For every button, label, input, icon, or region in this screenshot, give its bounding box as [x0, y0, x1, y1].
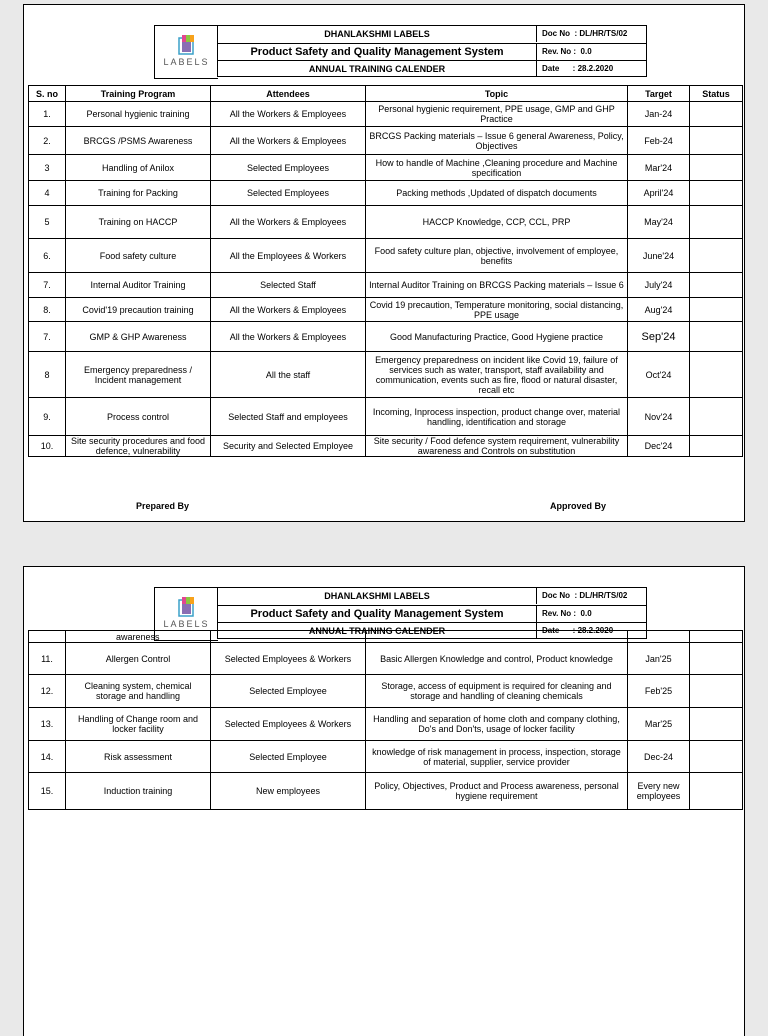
cell-topic: Internal Auditor Training on BRCGS Packing materials – Issue 6 [366, 273, 628, 298]
col-header-sno: S. no [29, 86, 66, 102]
cell-sno: 12. [29, 675, 66, 708]
table-row [29, 643, 743, 675]
cell-status [690, 127, 743, 155]
cell-topic: Good Manufacturing Practice, Good Hygiene practice [366, 322, 628, 352]
logo-text: LABELS [163, 57, 210, 67]
cell-target: Oct'24 [628, 352, 690, 398]
table-header-row [29, 86, 743, 102]
cell-status [690, 155, 743, 181]
table-row [29, 127, 743, 155]
cell-topic: Basic Allergen Knowledge and control, Product knowledge [366, 643, 628, 675]
cell-attendees: Selected Staff [211, 273, 366, 298]
cell-target: Feb-24 [628, 127, 690, 155]
cell-program: Risk assessment [66, 741, 211, 773]
document-date: Date : 28.2.2020 [542, 64, 614, 73]
cell-program: Handling of Change room and locker facility [66, 708, 211, 741]
cell-attendees: Selected Employee [211, 675, 366, 708]
cell-target: Dec'24 [628, 436, 690, 457]
cell-status [690, 352, 743, 398]
cell-target: Every new employees [628, 773, 690, 810]
doc-number: Doc No : DL/HR/TS/02 [542, 591, 628, 600]
col-header-status: Status [690, 86, 743, 102]
cell-target: Dec-24 [628, 741, 690, 773]
cell-status [690, 436, 743, 457]
cell-attendees: All the Workers & Employees [211, 322, 366, 352]
cell-program: BRCGS /PSMS Awareness [66, 127, 211, 155]
cell-attendees: Selected Employees & Workers [211, 708, 366, 741]
cell-topic: Incoming, Inprocess inspection, product change over, material handling, identification and storage [366, 398, 628, 436]
cell-status [690, 298, 743, 322]
table-row [29, 708, 743, 741]
cell-attendees: All the staff [211, 352, 366, 398]
table-row [29, 273, 743, 298]
table-row [29, 436, 743, 457]
cell-topic: Personal hygienic requirement, PPE usage, GMP and GHP Practice [366, 102, 628, 127]
cell-target: Aug'24 [628, 298, 690, 322]
labels-logo-icon [177, 595, 197, 619]
company-name: DHANLAKSHMI LABELS [218, 588, 537, 604]
continuation-row [29, 631, 743, 643]
document-title: ANNUAL TRAINING CALENDER [218, 61, 537, 77]
cell-sno: 13. [29, 708, 66, 741]
cell-sno: 3 [29, 155, 66, 181]
cell-program: Training for Packing [66, 181, 211, 206]
cell-program: Site security procedures and food defence, vulnerability [66, 436, 211, 457]
cell-status [690, 181, 743, 206]
document-title: ANNUAL TRAINING CALENDER [218, 623, 537, 639]
approved-by-label: Approved By [550, 501, 607, 511]
cell-status [690, 643, 743, 675]
cell-topic: HACCP Knowledge, CCP, CCL, PRP [366, 206, 628, 239]
prepared-by-label: Prepared By [136, 501, 190, 511]
training-table-page-2 [28, 630, 743, 810]
cell-status [690, 675, 743, 708]
cell-topic: Food safety culture plan, objective, involvement of employee, benefits [366, 239, 628, 273]
table-row [29, 398, 743, 436]
document-page-1 [23, 4, 745, 522]
table-row [29, 675, 743, 708]
cell-topic: knowledge of risk management in process, inspection, storage of material, supplier, service provider [366, 741, 628, 773]
cell-program: Cleaning system, chemical storage and handling [66, 675, 211, 708]
cell-attendees: Selected Employees & Workers [211, 643, 366, 675]
cell-sno: 5 [29, 206, 66, 239]
cell-sno: 2. [29, 127, 66, 155]
cell-sno: 6. [29, 239, 66, 273]
revision-number: Rev. No : 0.0 [542, 609, 592, 618]
cell-topic: Handling and separation of home cloth and company clothing, Do's and Don'ts, usage of locker facility [366, 708, 628, 741]
cell-program: Food safety culture [66, 239, 211, 273]
cell-topic: How to handle of Machine ,Cleaning procedure and Machine specification [366, 155, 628, 181]
cell-attendees: Selected Staff and employees [211, 398, 366, 436]
col-header-topic: Topic [366, 86, 628, 102]
training-table-page-1 [28, 85, 743, 457]
cell-status [690, 102, 743, 127]
col-header-target: Target [628, 86, 690, 102]
cell-topic: Packing methods ,Updated of dispatch documents [366, 181, 628, 206]
cell-target: Jan'25 [628, 643, 690, 675]
cell-target: Sep'24 [628, 322, 690, 352]
labels-logo-icon [177, 33, 197, 57]
cell-status [690, 741, 743, 773]
system-title: Product Safety and Quality Management System [218, 606, 537, 622]
cell-sno: 7. [29, 273, 66, 298]
table-row [29, 352, 743, 398]
cell-target: June'24 [628, 239, 690, 273]
company-name: DHANLAKSHMI LABELS [218, 26, 537, 42]
cell-program: Training on HACCP [66, 206, 211, 239]
cell-program: GMP & GHP Awareness [66, 322, 211, 352]
cell-status [690, 398, 743, 436]
cell-topic: Policy, Objectives, Product and Process awareness, personal hygiene requirement [366, 773, 628, 810]
col-header-attendees: Attendees [211, 86, 366, 102]
cell-status [690, 322, 743, 352]
cell-program: Handling of Anilox [66, 155, 211, 181]
cell-sno: 15. [29, 773, 66, 810]
cell-attendees: New employees [211, 773, 366, 810]
cell-attendees: All the Workers & Employees [211, 127, 366, 155]
cell-target: July'24 [628, 273, 690, 298]
cell-target: Nov'24 [628, 398, 690, 436]
table-row [29, 181, 743, 206]
cell-status [690, 239, 743, 273]
cell-sno: 7. [29, 322, 66, 352]
company-logo [154, 25, 218, 79]
cell-topic: BRCGS Packing materials – Issue 6 general Awareness, Policy, Objectives [366, 127, 628, 155]
cell-program: Internal Auditor Training [66, 273, 211, 298]
cell-program: Personal hygienic training [66, 102, 211, 127]
cell-program: Induction training [66, 773, 211, 810]
cell-program: Emergency preparedness / Incident management [66, 352, 211, 398]
cell-sno: 11. [29, 643, 66, 675]
cell-target: Mar'25 [628, 708, 690, 741]
cell-status [690, 773, 743, 810]
cell-program: Covid'19 precaution training [66, 298, 211, 322]
continuation-text: awareness [66, 631, 211, 643]
cell-sno: 10. [29, 436, 66, 457]
cell-target: Jan-24 [628, 102, 690, 127]
document-date: Date : 28.2.2020 [542, 626, 614, 635]
cell-attendees: All the Workers & Employees [211, 298, 366, 322]
cell-sno: 8. [29, 298, 66, 322]
cell-attendees: Security and Selected Employee [211, 436, 366, 457]
logo-text: LABELS [163, 619, 210, 629]
table-row [29, 741, 743, 773]
cell-attendees: All the Employees & Workers [211, 239, 366, 273]
cell-sno: 4 [29, 181, 66, 206]
document-header [217, 25, 647, 77]
table-row [29, 102, 743, 127]
doc-number: Doc No : DL/HR/TS/02 [542, 29, 628, 38]
system-title: Product Safety and Quality Management System [218, 44, 537, 60]
table-row [29, 298, 743, 322]
table-row [29, 322, 743, 352]
cell-attendees: Selected Employees [211, 155, 366, 181]
cell-target: May'24 [628, 206, 690, 239]
cell-sno: 14. [29, 741, 66, 773]
cell-sno: 8 [29, 352, 66, 398]
table-row [29, 773, 743, 810]
cell-attendees: All the Workers & Employees [211, 102, 366, 127]
cell-sno: 1. [29, 102, 66, 127]
cell-target: April'24 [628, 181, 690, 206]
cell-topic: Storage, access of equipment is required for cleaning and storage and handling of cleaning chemicals [366, 675, 628, 708]
cell-program: Process control [66, 398, 211, 436]
cell-status [690, 708, 743, 741]
table-row [29, 206, 743, 239]
cell-target: Mar'24 [628, 155, 690, 181]
cell-attendees: Selected Employees [211, 181, 366, 206]
cell-topic: Emergency preparedness on incident like Covid 19, failure of services such as water, transport, staff availability and communication, events such as fire, flood or natural disaster, recall etc [366, 352, 628, 398]
cell-target: Feb'25 [628, 675, 690, 708]
revision-number: Rev. No : 0.0 [542, 47, 592, 56]
table-row [29, 155, 743, 181]
cell-attendees: Selected Employee [211, 741, 366, 773]
cell-program: Allergen Control [66, 643, 211, 675]
cell-status [690, 273, 743, 298]
col-header-program: Training Program [66, 86, 211, 102]
cell-topic: Site security / Food defence system requirement, vulnerability awareness and Controls on substitution [366, 436, 628, 457]
cell-topic: Covid 19 precaution, Temperature monitoring, social distancing, PPE usage [366, 298, 628, 322]
table-row [29, 239, 743, 273]
cell-attendees: All the Workers & Employees [211, 206, 366, 239]
cell-status [690, 206, 743, 239]
document-page-2 [23, 566, 745, 1036]
cell-sno: 9. [29, 398, 66, 436]
